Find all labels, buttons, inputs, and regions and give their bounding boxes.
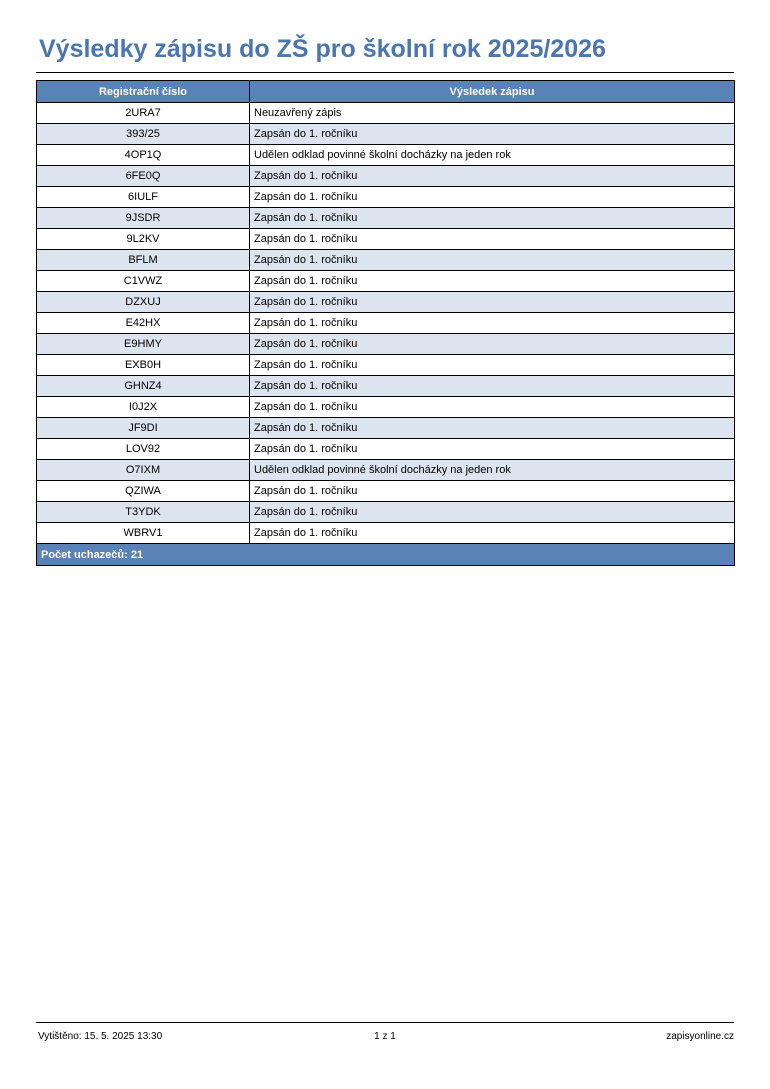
- table-row: [37, 397, 735, 418]
- result-cell: Zapsán do 1. ročníku: [250, 187, 735, 208]
- registration-number-cell: 6IULF: [37, 187, 250, 208]
- result-cell: Zapsán do 1. ročníku: [250, 208, 735, 229]
- registration-number-cell: C1VWZ: [37, 271, 250, 292]
- registration-number-cell: GHNZ4: [37, 376, 250, 397]
- column-header-result: Výsledek zápisu: [250, 81, 735, 103]
- title-divider: [36, 72, 734, 73]
- table-header-row: [37, 81, 735, 103]
- footer-divider: [36, 1022, 734, 1023]
- registration-number-cell: BFLM: [37, 250, 250, 271]
- table-row: [37, 229, 735, 250]
- result-cell: Zapsán do 1. ročníku: [250, 481, 735, 502]
- result-cell: Zapsán do 1. ročníku: [250, 271, 735, 292]
- table-row: [37, 313, 735, 334]
- registration-number-cell: E9HMY: [37, 334, 250, 355]
- result-cell: Zapsán do 1. ročníku: [250, 418, 735, 439]
- registration-number-cell: JF9DI: [37, 418, 250, 439]
- result-cell: Zapsán do 1. ročníku: [250, 502, 735, 523]
- registration-number-cell: T3YDK: [37, 502, 250, 523]
- result-cell: Zapsán do 1. ročníku: [250, 229, 735, 250]
- result-cell: Zapsán do 1. ročníku: [250, 397, 735, 418]
- table-row: [37, 418, 735, 439]
- table-row: [37, 271, 735, 292]
- table-row: [37, 355, 735, 376]
- column-header-registration-number: Registrační číslo: [37, 81, 250, 103]
- table-row: [37, 145, 735, 166]
- table-row: [37, 502, 735, 523]
- table-row: [37, 292, 735, 313]
- registration-number-cell: DZXUJ: [37, 292, 250, 313]
- registration-number-cell: 2URA7: [37, 103, 250, 124]
- result-cell: Neuzavřený zápis: [250, 103, 735, 124]
- applicant-count: Počet uchazečů: 21: [37, 544, 735, 566]
- page-title: Výsledky zápisu do ZŠ pro školní rok 2025/2026: [39, 35, 606, 63]
- result-cell: Zapsán do 1. ročníku: [250, 313, 735, 334]
- results-table: [36, 80, 735, 566]
- result-cell: Zapsán do 1. ročníku: [250, 523, 735, 544]
- table-row: [37, 187, 735, 208]
- result-cell: Zapsán do 1. ročníku: [250, 439, 735, 460]
- registration-number-cell: 4OP1Q: [37, 145, 250, 166]
- result-cell: Udělen odklad povinné školní docházky na jeden rok: [250, 460, 735, 481]
- table-row: [37, 523, 735, 544]
- result-cell: Zapsán do 1. ročníku: [250, 250, 735, 271]
- summary-row: [37, 544, 735, 566]
- registration-number-cell: E42HX: [37, 313, 250, 334]
- registration-number-cell: LOV92: [37, 439, 250, 460]
- result-cell: Zapsán do 1. ročníku: [250, 334, 735, 355]
- result-cell: Zapsán do 1. ročníku: [250, 376, 735, 397]
- registration-number-cell: WBRV1: [37, 523, 250, 544]
- registration-number-cell: QZIWA: [37, 481, 250, 502]
- registration-number-cell: 6FE0Q: [37, 166, 250, 187]
- registration-number-cell: I0J2X: [37, 397, 250, 418]
- registration-number-cell: 393/25: [37, 124, 250, 145]
- registration-number-cell: O7IXM: [37, 460, 250, 481]
- table-row: [37, 376, 735, 397]
- table-row: [37, 460, 735, 481]
- table-row: [37, 334, 735, 355]
- printed-timestamp: Vytištěno: 15. 5. 2025 13:30: [38, 1031, 163, 1042]
- result-cell: Zapsán do 1. ročníku: [250, 355, 735, 376]
- result-cell: Zapsán do 1. ročníku: [250, 124, 735, 145]
- registration-number-cell: EXB0H: [37, 355, 250, 376]
- table-row: [37, 124, 735, 145]
- table-row: [37, 481, 735, 502]
- table-row: [37, 439, 735, 460]
- registration-number-cell: 9JSDR: [37, 208, 250, 229]
- result-cell: Udělen odklad povinné školní docházky na jeden rok: [250, 145, 735, 166]
- results-body: [37, 103, 735, 544]
- site-name: zapisyonline.cz: [666, 1031, 734, 1042]
- result-cell: Zapsán do 1. ročníku: [250, 166, 735, 187]
- registration-number-cell: 9L2KV: [37, 229, 250, 250]
- result-cell: Zapsán do 1. ročníku: [250, 292, 735, 313]
- table-row: [37, 166, 735, 187]
- table-row: [37, 103, 735, 124]
- table-row: [37, 208, 735, 229]
- page-number: 1 z 1: [374, 1031, 396, 1042]
- table-row: [37, 250, 735, 271]
